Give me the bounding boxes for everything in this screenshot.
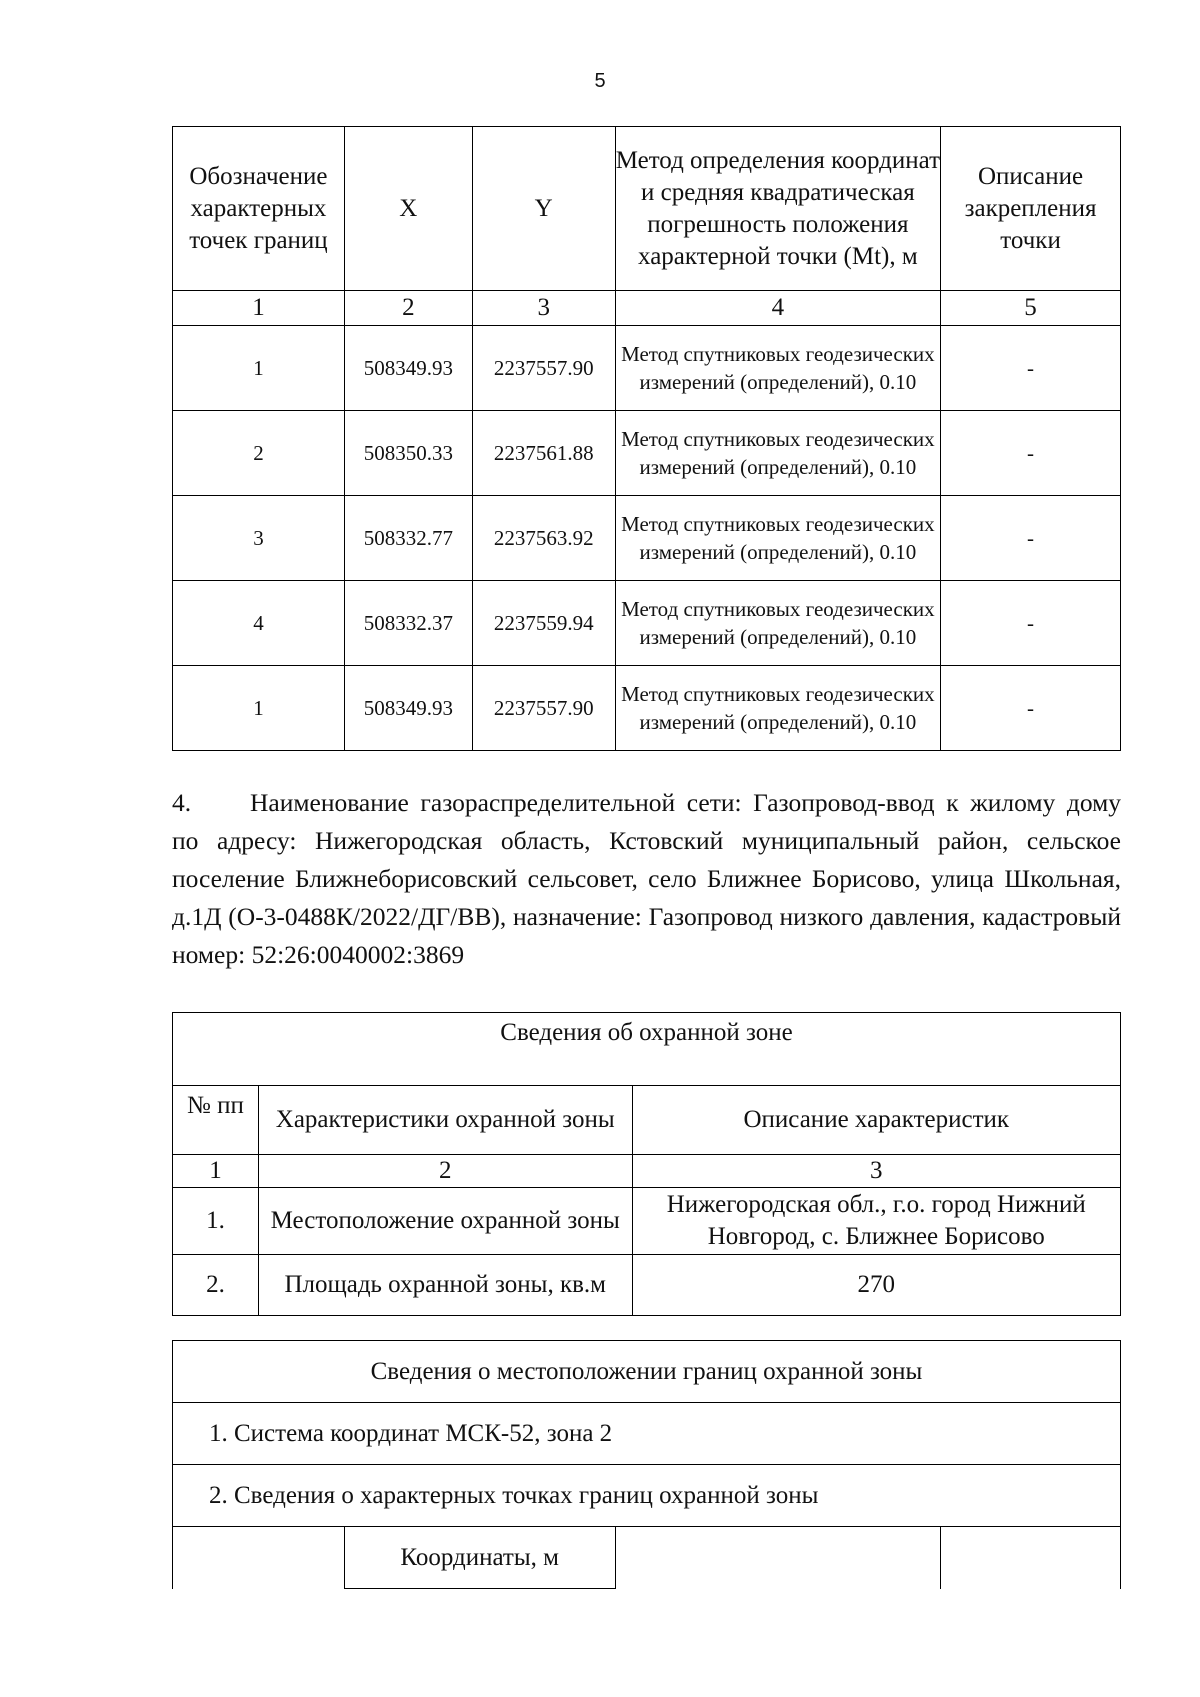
coordinates-header-row (173, 1527, 1121, 1589)
zone-table-title: Сведения об охранной зоне (173, 1013, 1121, 1086)
page-number: 5 (594, 70, 606, 92)
header-method: Метод определения координат и средняя квадратическая погрешность положения характерной точки (Mt), м (615, 127, 940, 291)
description-cell: - (941, 496, 1121, 581)
column-number: 2 (258, 1155, 632, 1188)
table-row (173, 411, 1121, 496)
column-number: 1 (173, 291, 345, 326)
x-cell: 508349.93 (344, 666, 472, 751)
point-cell: 1 (173, 326, 345, 411)
column-number-row (173, 1155, 1121, 1188)
column-number: 3 (472, 291, 615, 326)
protection-zone-table (172, 1012, 1121, 1316)
description-cell: - (941, 666, 1121, 751)
empty-cell (615, 1527, 941, 1589)
method-cell: Метод спутниковых геодезических измерений (определений), 0.10 (615, 496, 940, 581)
header-number: № пп (173, 1086, 259, 1155)
y-cell: 2237559.94 (472, 581, 615, 666)
header-description: Описание характеристик (632, 1086, 1120, 1155)
description-cell: Нижегородская обл., г.о. город Нижний Новгород, с. Ближнее Борисово (632, 1188, 1120, 1255)
method-cell: Метод спутниковых геодезических измерений (определений), 0.10 (615, 326, 940, 411)
column-number: 2 (344, 291, 472, 326)
table-header-row (173, 127, 1121, 291)
header-point: Обозначение характерных точек границ (173, 127, 345, 291)
table-row (173, 1255, 1121, 1316)
y-cell: 2237561.88 (472, 411, 615, 496)
column-number: 3 (632, 1155, 1120, 1188)
description-cell: 270 (632, 1255, 1120, 1316)
header-characteristic: Характеристики охранной зоны (258, 1086, 632, 1155)
coordinate-system-item: 1. Система координат МСК-52, зона 2 (173, 1403, 1121, 1465)
coordinates-header: Координаты, м (344, 1527, 615, 1589)
point-cell: 1 (173, 666, 345, 751)
x-cell: 508349.93 (344, 326, 472, 411)
paragraph-number: 4. (172, 788, 192, 817)
gas-network-paragraph (172, 784, 1121, 974)
location-item-row (173, 1465, 1121, 1527)
description-cell: - (941, 326, 1121, 411)
location-title-row (173, 1341, 1121, 1403)
method-cell: Метод спутниковых геодезических измерений (определений), 0.10 (615, 666, 940, 751)
description-cell: - (941, 411, 1121, 496)
column-number-row (173, 291, 1121, 326)
column-number: 4 (615, 291, 940, 326)
characteristic-cell: Площадь охранной зоны, кв.м (258, 1255, 632, 1316)
table-row (173, 666, 1121, 751)
x-cell: 508350.33 (344, 411, 472, 496)
x-cell: 508332.37 (344, 581, 472, 666)
characteristic-cell: Местоположение охранной зоны (258, 1188, 632, 1255)
table-row (173, 326, 1121, 411)
point-cell: 4 (173, 581, 345, 666)
y-cell: 2237557.90 (472, 666, 615, 751)
column-number: 1 (173, 1155, 259, 1188)
header-description: Описание закрепления точки (941, 127, 1121, 291)
header-y: Y (472, 127, 615, 291)
coordinates-table (172, 126, 1121, 751)
row-number: 1. (173, 1188, 259, 1255)
zone-table-title-row (173, 1013, 1121, 1086)
empty-cell (941, 1527, 1121, 1589)
location-item-row (173, 1403, 1121, 1465)
zone-location-table (172, 1340, 1121, 1589)
column-number: 5 (941, 291, 1121, 326)
method-cell: Метод спутниковых геодезических измерений (определений), 0.10 (615, 581, 940, 666)
description-cell: - (941, 581, 1121, 666)
table-row (173, 1188, 1121, 1255)
y-cell: 2237563.92 (472, 496, 615, 581)
table-row (173, 581, 1121, 666)
y-cell: 2237557.90 (472, 326, 615, 411)
zone-table-header-row (173, 1086, 1121, 1155)
paragraph-text: Наименование газораспределительной сети: Газопровод-ввод к жилому дому по адресу: Нижегородская область, Кстовский муниципальный район, сельское поселение Ближнеборисовский сельсовет, село Ближнее Борисово, улица Школьная, д.1Д (О-3-0488К/2022/ДГ/ВВ), назначение: Газопровод низкого давления, кадастровый номер: 52:26:0040002:3869 (172, 788, 1121, 969)
x-cell: 508332.77 (344, 496, 472, 581)
location-table-title: Сведения о местоположении границ охранной зоны (173, 1341, 1121, 1403)
boundary-points-item: 2. Сведения о характерных точках границ охранной зоны (173, 1465, 1121, 1527)
point-cell: 2 (173, 411, 345, 496)
row-number: 2. (173, 1255, 259, 1316)
empty-cell (173, 1527, 345, 1589)
table-row (173, 496, 1121, 581)
header-x: X (344, 127, 472, 291)
point-cell: 3 (173, 496, 345, 581)
method-cell: Метод спутниковых геодезических измерений (определений), 0.10 (615, 411, 940, 496)
